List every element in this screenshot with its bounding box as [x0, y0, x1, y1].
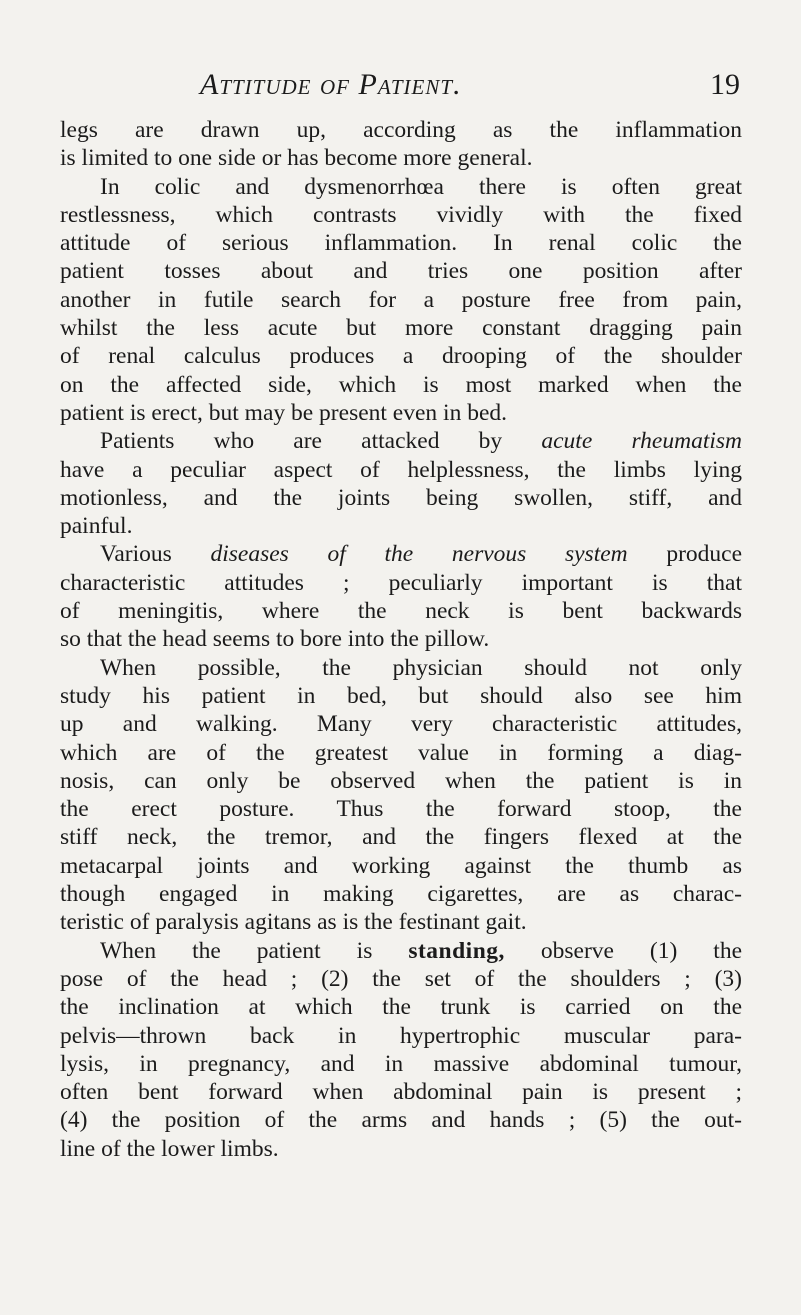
- text-line: [60, 540, 742, 568]
- text-line: have a peculiar aspect of helplessness, the limbs lying: [60, 456, 742, 483]
- text-line: up and walking. Many very characteristic attitudes,: [60, 711, 742, 738]
- text-line: is limited to one side or has become more general.: [60, 145, 533, 172]
- text-line: [60, 427, 742, 455]
- text-line: painful.: [60, 513, 133, 540]
- text-line: stiff neck, the tremor, and the fingers flexed at the: [60, 824, 742, 851]
- text-line: which are of the greatest value in forming a diag-: [60, 739, 742, 766]
- text-line: lysis, in pregnancy, and in massive abdominal tumour,: [60, 1050, 742, 1077]
- text-line: nosis, can only be observed when the patient is in: [60, 767, 742, 794]
- text-line: (4) the position of the arms and hands ; (5) the out-: [60, 1107, 742, 1134]
- text-line: so that the head seems to bore into the pillow.: [60, 626, 490, 653]
- body-text: [60, 116, 742, 1163]
- text-line: line of the lower limbs.: [60, 1135, 279, 1162]
- text-line: the inclination at which the trunk is carried on the: [60, 994, 742, 1021]
- emphasis-standing: standing,: [408, 937, 505, 964]
- text-line: whilst the less acute but more constant dragging pain: [60, 315, 742, 342]
- text-line: pelvis—thrown back in hypertrophic muscular para-: [60, 1022, 742, 1049]
- page-number: 19: [710, 68, 740, 101]
- text-line: restlessness, which contrasts vividly with the fixed: [60, 201, 742, 228]
- text-line: the erect posture. Thus the forward stoop, the: [60, 796, 742, 823]
- text-line: metacarpal joints and working against the thumb as: [60, 852, 742, 879]
- text-line: [60, 937, 742, 965]
- text-line: study his patient in bed, but should also see him: [60, 682, 742, 709]
- text-line: patient tosses about and tries one position after: [60, 258, 742, 285]
- text-line: another in futile search for a posture free from pain,: [60, 286, 742, 313]
- text-line: often bent forward when abdominal pain is present ;: [60, 1079, 742, 1106]
- emphasis-acute-rheumatism: acute rheumatism: [541, 428, 742, 455]
- text-line: on the affected side, which is most marked when the: [60, 371, 742, 398]
- page-header: [60, 68, 740, 112]
- text-run: Various: [100, 541, 172, 568]
- text-line: characteristic attitudes ; peculiarly important is that: [60, 569, 742, 596]
- text-line: In colic and dysmenorrhœa there is often great: [100, 173, 742, 200]
- text-line: motionless, and the joints being swollen, stiff, and: [60, 484, 742, 511]
- text-line: of renal calculus produces a drooping of the shoulder: [60, 343, 742, 370]
- text-line: though engaged in making cigarettes, are as charac-: [60, 881, 742, 908]
- text-line: attitude of serious inflammation. In renal colic the: [60, 230, 742, 257]
- text-line: of meningitis, where the neck is bent backwards: [60, 598, 742, 625]
- text-line: patient is erect, but may be present even in bed.: [60, 399, 507, 426]
- text-line: When possible, the physician should not only: [100, 654, 742, 681]
- text-run: observe (1) the: [540, 937, 742, 964]
- text-run: produce: [666, 541, 743, 568]
- running-head: Attitude of Patient.: [200, 68, 462, 101]
- text-line: teristic of paralysis agitans as is the festinant gait.: [60, 909, 527, 936]
- text-run: Patients who are attacked by: [100, 428, 503, 455]
- emphasis-nervous-system: diseases of the nervous system: [210, 541, 628, 568]
- text-line: pose of the head ; (2) the set of the shoulders ; (3): [60, 965, 742, 992]
- text-run: When the patient is: [100, 937, 373, 964]
- text-line: legs are drawn up, according as the inflammation: [60, 117, 742, 143]
